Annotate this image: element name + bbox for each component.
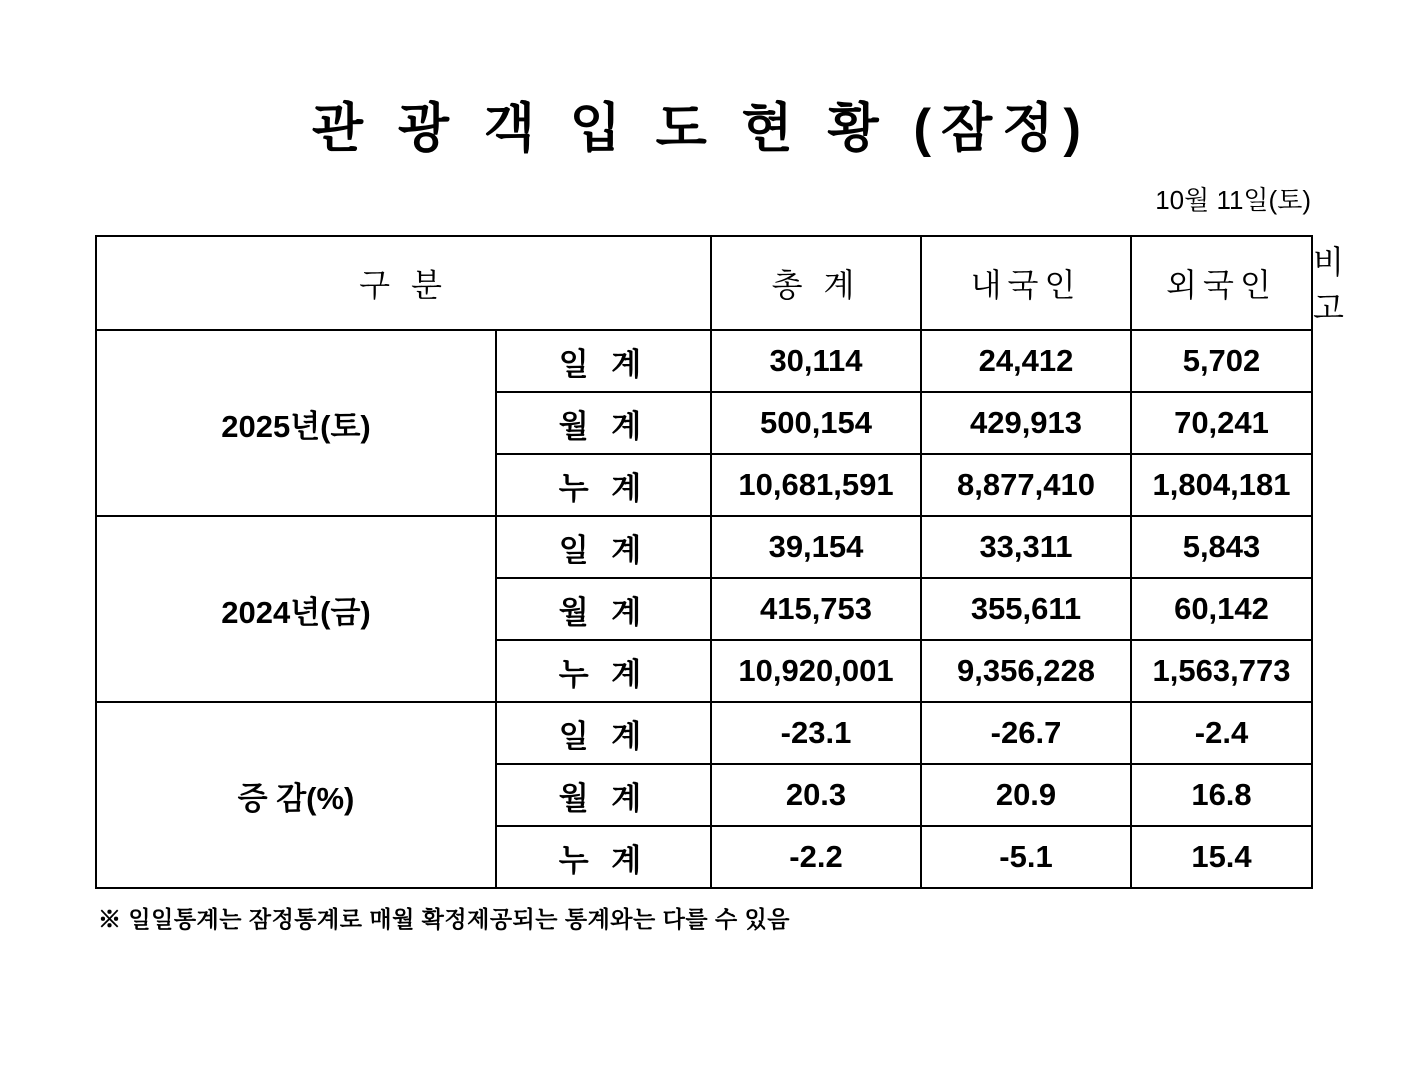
- table-row: [96, 516, 1312, 578]
- cell-total: 30,114: [711, 330, 921, 392]
- group-label-2025: 2025년(토): [96, 330, 496, 516]
- cell-foreign: 5,702: [1131, 330, 1312, 392]
- statistics-table-container: [0, 235, 1403, 889]
- row-label-cumulative: 누 계: [496, 454, 711, 516]
- row-label-daily: 일 계: [496, 516, 711, 578]
- cell-total: -23.1: [711, 702, 921, 764]
- cell-foreign: 1,563,773: [1131, 640, 1312, 702]
- cell-foreign: 5,843: [1131, 516, 1312, 578]
- column-header-category: 구 분: [96, 236, 711, 330]
- cell-domestic: 20.9: [921, 764, 1131, 826]
- row-label-monthly: 월 계: [496, 578, 711, 640]
- cell-foreign: 60,142: [1131, 578, 1312, 640]
- row-label-cumulative: 누 계: [496, 826, 711, 888]
- cell-foreign: 70,241: [1131, 392, 1312, 454]
- column-header-total: 총 계: [711, 236, 921, 330]
- column-header-domestic: 내국인: [921, 236, 1131, 330]
- cell-total: 20.3: [711, 764, 921, 826]
- cell-domestic: 9,356,228: [921, 640, 1131, 702]
- page-title: 관 광 객 입 도 현 황 (잠정): [311, 99, 1092, 158]
- table-header-row: 구 분 총 계 내국인 외국인 비 고: [96, 236, 1312, 330]
- cell-total: 10,681,591: [711, 454, 921, 516]
- cell-foreign: -2.4: [1131, 702, 1312, 764]
- cell-total: 500,154: [711, 392, 921, 454]
- table-footnote: ※ 일일통계는 잠정통계로 매월 확정제공되는 통계와는 다를 수 있음: [98, 906, 791, 933]
- row-label-monthly: 월 계: [496, 764, 711, 826]
- cell-domestic: 8,877,410: [921, 454, 1131, 516]
- cell-domestic: -5.1: [921, 826, 1131, 888]
- document-page: [0, 100, 1403, 1092]
- row-label-cumulative: 누 계: [496, 640, 711, 702]
- cell-foreign: 15.4: [1131, 826, 1312, 888]
- cell-domestic: 355,611: [921, 578, 1131, 640]
- table-row: [96, 702, 1312, 764]
- cell-foreign: 1,804,181: [1131, 454, 1312, 516]
- row-label-daily: 일 계: [496, 702, 711, 764]
- table-row: [96, 330, 1312, 392]
- cell-domestic: 24,412: [921, 330, 1131, 392]
- cell-domestic: 33,311: [921, 516, 1131, 578]
- column-header-foreign: 외국인: [1131, 236, 1312, 330]
- cell-domestic: -26.7: [921, 702, 1131, 764]
- cell-domestic: 429,913: [921, 392, 1131, 454]
- row-label-daily: 일 계: [496, 330, 711, 392]
- cell-total: 39,154: [711, 516, 921, 578]
- cell-total: 10,920,001: [711, 640, 921, 702]
- tourist-arrivals-table: [95, 235, 1350, 889]
- cell-foreign: 16.8: [1131, 764, 1312, 826]
- group-label-2024: 2024년(금): [96, 516, 496, 702]
- report-date: 10월 11일(토): [1155, 185, 1311, 216]
- cell-total: 415,753: [711, 578, 921, 640]
- cell-total: -2.2: [711, 826, 921, 888]
- group-label-change: 증 감(%): [96, 702, 496, 888]
- row-label-monthly: 월 계: [496, 392, 711, 454]
